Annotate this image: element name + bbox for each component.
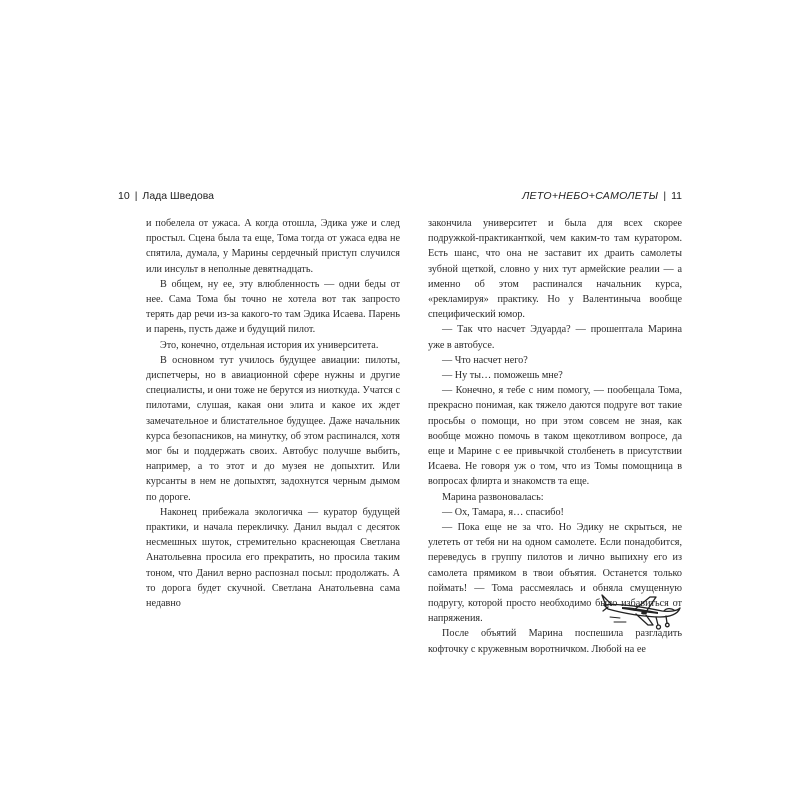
right-book-title: ЛЕТО+НЕБО+САМОЛЕТЫ	[522, 190, 659, 202]
paragraph: В общем, ну ее, эту влюбленность — одни беды от нее. Сама Тома бы точно не хотела вот так запросто терять дар речи из-за какого-то там Эдика Исаева. Парень и парень, пусть даже и будущий пилот.	[146, 278, 400, 336]
paragraph: — Что насчет него?	[442, 354, 528, 366]
left-page-number: 10	[118, 190, 130, 202]
paragraph: — Ох, Тамара, я… спасибо!	[442, 506, 564, 518]
paragraph: — Пока еще не за что. Но Эдику не скрыться, не улететь от тебя ни на одном самолете. Если понадобится, переведусь в группу пилотов и лично выпихну его из самолета прямиком в твои объятия. Останется только поймать! — Тома рассмеялась и обняла смущенную подругу, которой просто необходимо было избавиться от напряжения.	[428, 522, 682, 625]
running-head-separator: |	[663, 190, 667, 202]
paragraph: Это, конечно, отдельная история их университета.	[160, 339, 379, 351]
left-running-head	[118, 190, 214, 202]
paragraph: Наконец прибежала экологичка — куратор будущей практики, и начала перекличку. Данил выдал с десяток несмешных шуток, стремительно краснеющая Светлана Анатольевна просила его прекратить, но просила таким тоном, что Данил верно распознал посыл: продолжать. А то дорога будет скучной. Светлана Анатольевна сама недавно	[146, 506, 400, 610]
left-author-name: Лада Шведова	[142, 190, 214, 202]
paragraph: Марина развоновалась:	[442, 491, 544, 503]
running-head-separator: |	[134, 190, 138, 202]
paragraph: — Конечно, я тебе с ним помогу, — пообещала Тома, прекрасно понимая, как тяжело даются подруге вот такие просьбы о помощи, но при этом совсем не зная, как вообще можно помочь в таком щекотливом вопросе, да еще и Марине с ее привычкой столбенеть в присутствии Исаева. Не говоря уж о том, что из Томы помощница в вопросах флирта и знакомств та еще.	[428, 385, 682, 488]
right-page-number: 11	[671, 190, 682, 202]
left-page-body	[146, 216, 400, 611]
paragraph: После объятий Марина поспешила разгладить кофточку с кружевным воротничком. Любой на ее	[428, 628, 682, 655]
right-running-head	[522, 190, 682, 202]
paragraph: В основном тут училось будущее авиации: пилоты, диспетчеры, но в авиационной сфере нужны и другие специалисты, и они тоже не берутся из ниоткуда. Учатся с пилотами, слушая, какая они элита и какое их ждет замечательное и блистательное будущее. Даже начальник курса безопасников, на минутку, об этом распинался, хотя мог бы и поддержать своих. Автобус получше выбить, например, а то этот и до музея не допыхтит. Или курсанты в нем не допыхтят, задохнутся черным дымом по дороге.	[146, 354, 400, 503]
paragraph: — Ну ты… поможешь мне?	[442, 370, 563, 382]
paragraph: — Так что насчет Эдуарда? — прошептала Марина уже в автобусе.	[428, 324, 682, 351]
paragraph: и побелела от ужаса. А когда отошла, Эдика уже и след простыл. Сцена была та еще, Тома тогда от ужаса едва не спятила, думала, у Марины сердечный приступ случился или инсульт в неполные девятнадцать.	[146, 218, 400, 275]
paragraph: закончила университет и была для всех скорее подружкой-практиканткой, чем каким-то там куратором. Есть шанс, что она не заставит их драить самолеты зубной щеткой, словно у них тут армейские реалии — а именно об этом распинался начальник курса, «рекламируя» практику. Но у Валентиныча вообще специфический юмор.	[428, 218, 682, 321]
airplane-doodle-icon	[600, 587, 682, 635]
